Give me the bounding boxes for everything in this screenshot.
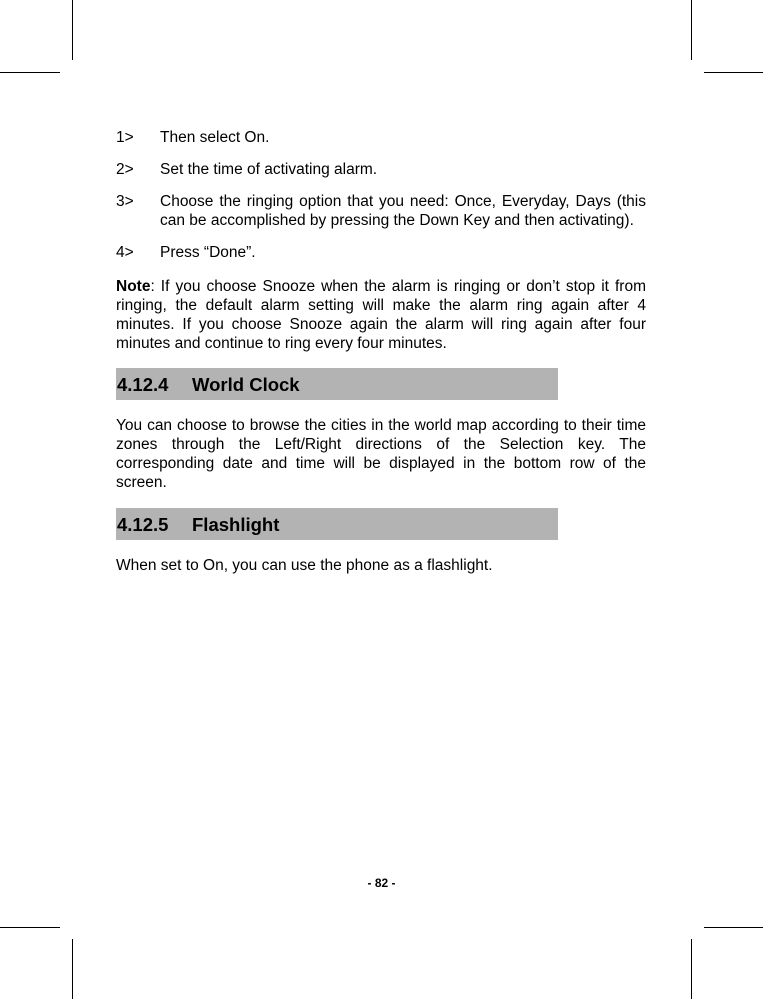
flashlight-paragraph: When set to On, you can use the phone as a flashlight. bbox=[116, 557, 493, 574]
step-item bbox=[116, 243, 646, 262]
crop-mark-top-left-vertical bbox=[72, 0, 73, 60]
crop-mark-bottom-right-vertical bbox=[691, 939, 692, 999]
step-text: Press “Done”. bbox=[160, 244, 256, 261]
step-number: 1> bbox=[116, 129, 134, 146]
step-text: Set the time of activating alarm. bbox=[160, 161, 378, 178]
step-number: 2> bbox=[116, 161, 134, 178]
section-number: 4.12.4 bbox=[117, 373, 169, 395]
page-number: - 82 - bbox=[367, 876, 396, 890]
step-number: 4> bbox=[116, 244, 134, 261]
crop-mark-top-right-vertical bbox=[691, 0, 692, 60]
step-text: Then select On. bbox=[160, 129, 270, 146]
crop-mark-bottom-left-vertical bbox=[72, 939, 73, 999]
section-number: 4.12.5 bbox=[117, 513, 169, 535]
crop-mark-top-left-horizontal bbox=[0, 72, 60, 73]
section-title: Flashlight bbox=[192, 513, 280, 535]
note-text: : If you choose Snooze when the alarm is ringing or don’t stop it from ringing, the default alarm setting will make the alarm ring again after 4 minutes. If you choose Snooze again the alarm will ring again after four minutes and continue to ring every four minutes. bbox=[116, 278, 646, 352]
note-label: Note bbox=[116, 278, 151, 295]
page-content bbox=[116, 128, 646, 591]
crop-mark-top-right-horizontal bbox=[704, 72, 763, 73]
step-item bbox=[116, 160, 646, 179]
note-paragraph bbox=[116, 277, 646, 353]
crop-mark-bottom-right-horizontal bbox=[704, 927, 763, 928]
crop-mark-bottom-left-horizontal bbox=[0, 927, 60, 928]
section-header-world-clock bbox=[116, 368, 558, 400]
section-title: World Clock bbox=[192, 373, 300, 395]
step-item bbox=[116, 128, 646, 147]
step-text: Choose the ringing option that you need: Once, Everyday, Days (this can be accomplished by pressing the Down Key and then activating). bbox=[160, 193, 646, 229]
world-clock-paragraph: You can choose to browse the cities in the world map according to their time zones through the Left/Right directions of the Selection key. The corresponding date and time will be displayed in the bottom row of the screen. bbox=[116, 417, 646, 491]
step-number: 3> bbox=[116, 193, 134, 210]
section-header-flashlight bbox=[116, 508, 558, 540]
step-item bbox=[116, 192, 646, 230]
